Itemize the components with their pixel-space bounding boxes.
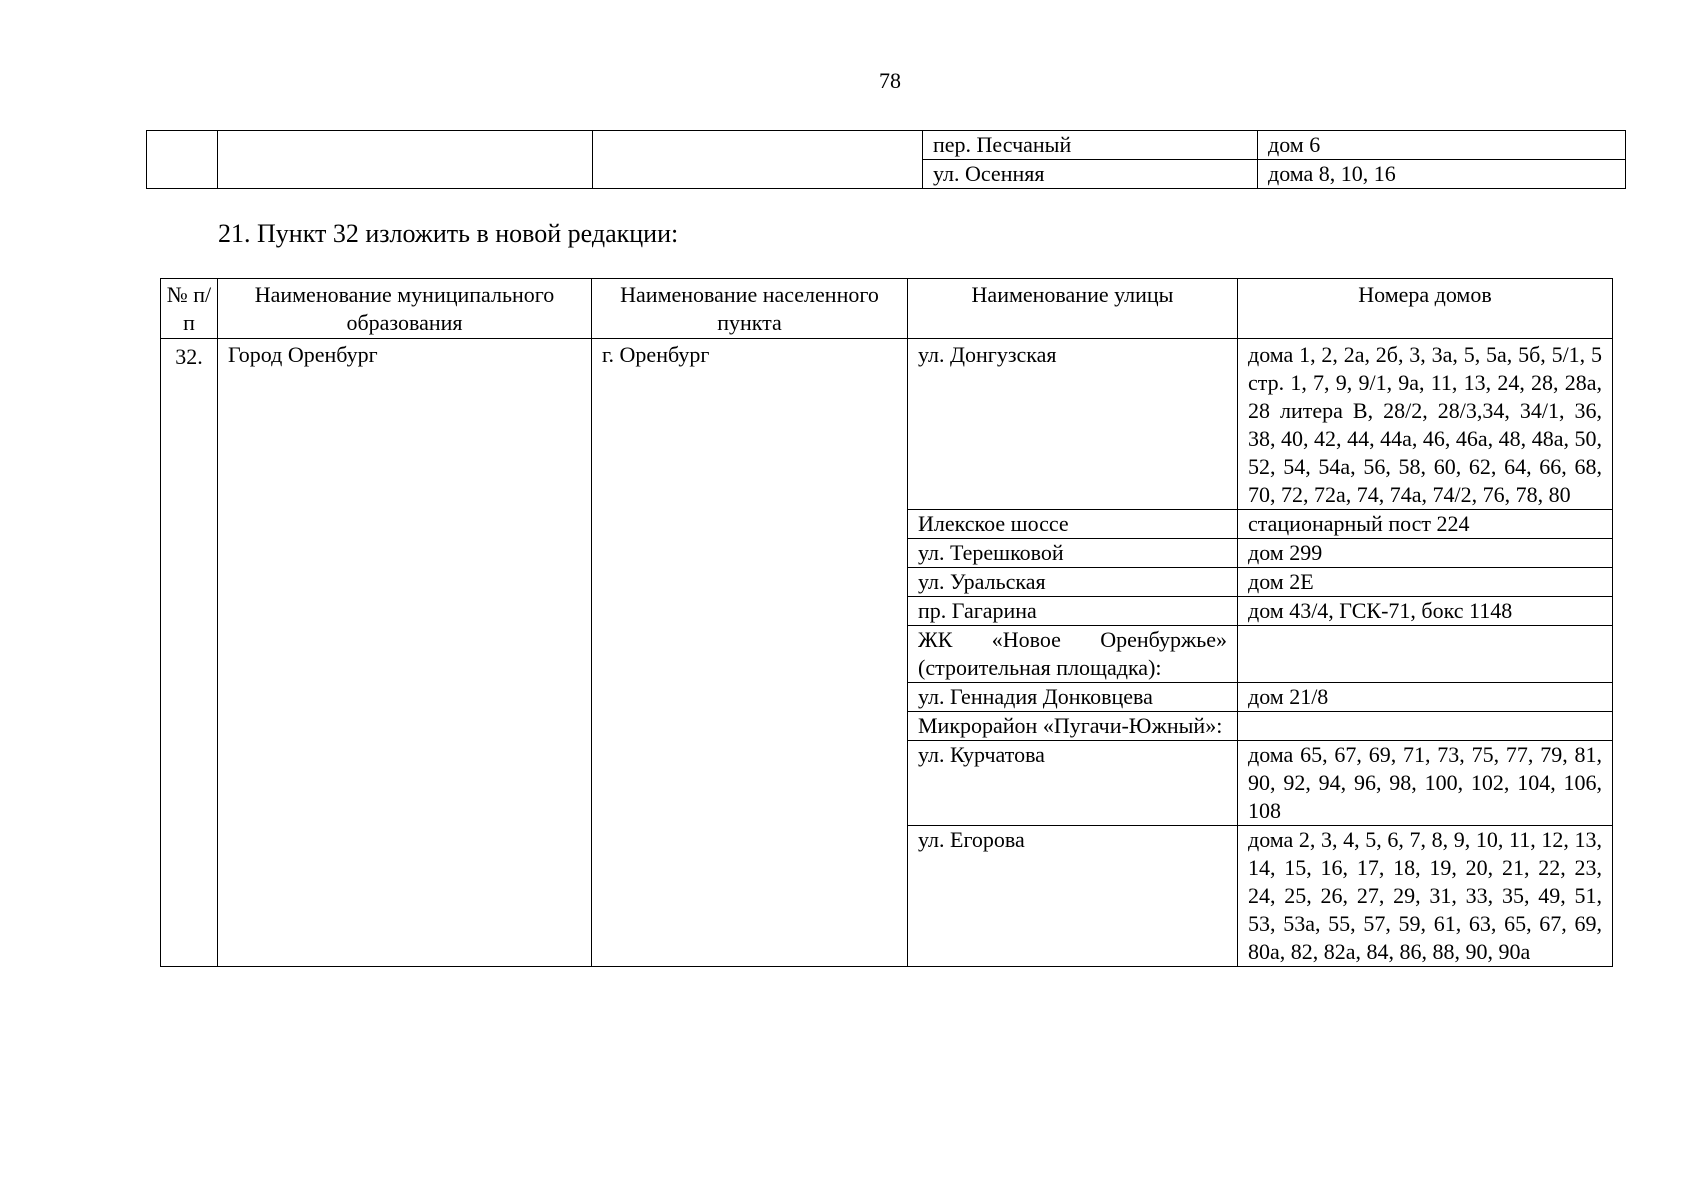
- page-number: 78: [879, 68, 901, 93]
- houses-cell: дом 43/4, ГСК-71, бокс 1148: [1238, 597, 1613, 626]
- section-heading: 21. Пункт 32 изложить в новой редакции:: [218, 219, 679, 248]
- header-municipality: Наименование муниципального образования: [218, 279, 592, 339]
- street-cell: пр. Гагарина: [908, 597, 1238, 626]
- houses-cell: дом 21/8: [1238, 683, 1613, 712]
- street-cell: ул. Осенняя: [923, 160, 1258, 189]
- street-cell: ЖК «Новое Оренбуржье» (строительная площадка):: [908, 626, 1238, 683]
- header-number: № п/п: [161, 279, 218, 339]
- street-cell: пер. Песчаный: [923, 131, 1258, 160]
- header-street: Наименование улицы: [908, 279, 1238, 339]
- street-cell: ул. Егорова: [908, 826, 1238, 967]
- houses-cell: стационарный пост 224: [1238, 510, 1613, 539]
- street-cell: Микрорайон «Пугачи-Южный»:: [908, 712, 1238, 741]
- municipality-cell: Город Оренбург: [218, 339, 592, 967]
- street-cell: ул. Терешковой: [908, 539, 1238, 568]
- table-cell: [147, 131, 218, 189]
- street-cell: ул. Курчатова: [908, 741, 1238, 826]
- houses-cell: дом 6: [1258, 131, 1626, 160]
- houses-cell: дом 299: [1238, 539, 1613, 568]
- table-cell: [218, 131, 593, 189]
- row-number: 32.: [161, 339, 218, 967]
- settlement-cell: г. Оренбург: [592, 339, 908, 967]
- houses-cell: дом 2Е: [1238, 568, 1613, 597]
- houses-cell: дома 65, 67, 69, 71, 73, 75, 77, 79, 81, 90, 92, 94, 96, 98, 100, 102, 104, 106, 108: [1238, 741, 1613, 826]
- street-cell: Илекское шоссе: [908, 510, 1238, 539]
- header-houses: Номера домов: [1238, 279, 1613, 339]
- houses-cell: дома 1, 2, 2а, 2б, 3, 3а, 5, 5а, 5б, 5/1, 5 стр. 1, 7, 9, 9/1, 9а, 11, 13, 24, 28, 28а, 28 литера В, 28/2, 28/3,34, 34/1, 36, 38, 40, 42, 44, 44а, 46, 46а, 48, 48а, 50, 52, 54, 54а, 56, 58, 60, 62, 64, 66, 68, 70, 72, 72а, 74, 74а, 74/2, 76, 78, 80: [1238, 339, 1613, 510]
- table-cell: [593, 131, 923, 189]
- main-table: [160, 278, 1613, 967]
- table-row: [161, 339, 1613, 510]
- continued-table: [146, 130, 1626, 189]
- header-row: [161, 279, 1613, 339]
- header-settlement: Наименование населенного пункта: [592, 279, 908, 339]
- street-cell: ул. Уральская: [908, 568, 1238, 597]
- street-cell: ул. Донгузская: [908, 339, 1238, 510]
- street-cell: ул. Геннадия Донковцева: [908, 683, 1238, 712]
- table-row: [147, 131, 1626, 160]
- houses-cell: [1238, 626, 1613, 683]
- houses-cell: [1238, 712, 1613, 741]
- houses-cell: дома 8, 10, 16: [1258, 160, 1626, 189]
- houses-cell: дома 2, 3, 4, 5, 6, 7, 8, 9, 10, 11, 12, 13, 14, 15, 16, 17, 18, 19, 20, 21, 22, 23, 24, 25, 26, 27, 29, 31, 33, 35, 49, 51, 53, 53а, 55, 57, 59, 61, 63, 65, 67, 69, 80а, 82, 82а, 84, 86, 88, 90, 90а: [1238, 826, 1613, 967]
